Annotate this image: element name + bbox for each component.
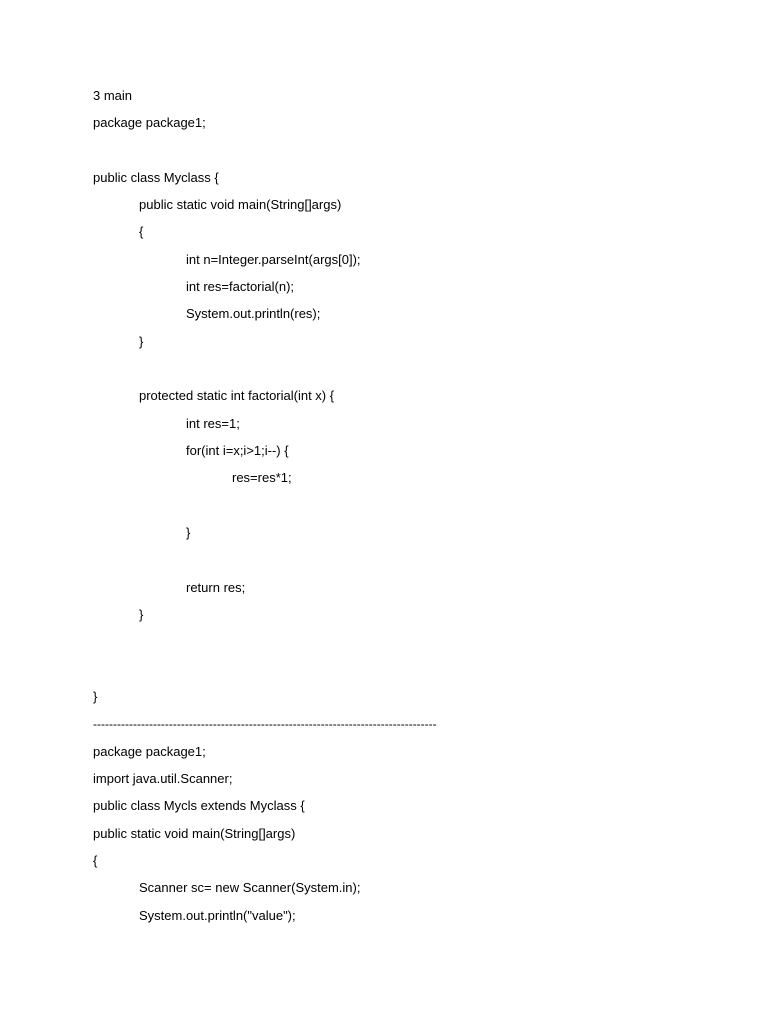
code-line: } — [186, 525, 191, 540]
code-line: package package1; — [93, 744, 206, 759]
code-line: protected static int factorial(int x) { — [139, 388, 335, 403]
code-line: import java.util.Scanner; — [93, 771, 233, 786]
code-line: for(int i=x;i>1;i--) { — [186, 443, 289, 458]
code-line: System.out.println("value"); — [139, 908, 296, 923]
separator-line: -------------------------------------------------------------------------------------- — [93, 717, 437, 731]
code-line: public class Myclass { — [93, 170, 219, 185]
heading-text: 3 main — [93, 88, 133, 103]
code-line: res=res*1; — [232, 470, 292, 485]
code-line: int res=1; — [186, 416, 240, 431]
code-line: } — [139, 607, 144, 622]
code-line: public static void main(String[]args) — [93, 826, 296, 841]
code-line: int n=Integer.parseInt(args[0]); — [186, 252, 361, 267]
code-line: public class Mycls extends Myclass { — [93, 798, 305, 813]
code-line: { — [139, 224, 144, 239]
code-line: int res=factorial(n); — [186, 279, 295, 294]
code-line: package package1; — [93, 115, 206, 130]
code-line: return res; — [186, 580, 246, 595]
code-line: { — [93, 853, 98, 868]
code-line: public static void main(String[]args) — [139, 197, 342, 212]
code-line: System.out.println(res); — [186, 306, 321, 321]
code-line: } — [93, 689, 98, 704]
code-line: } — [139, 334, 144, 349]
code-line: Scanner sc= new Scanner(System.in); — [139, 880, 361, 895]
